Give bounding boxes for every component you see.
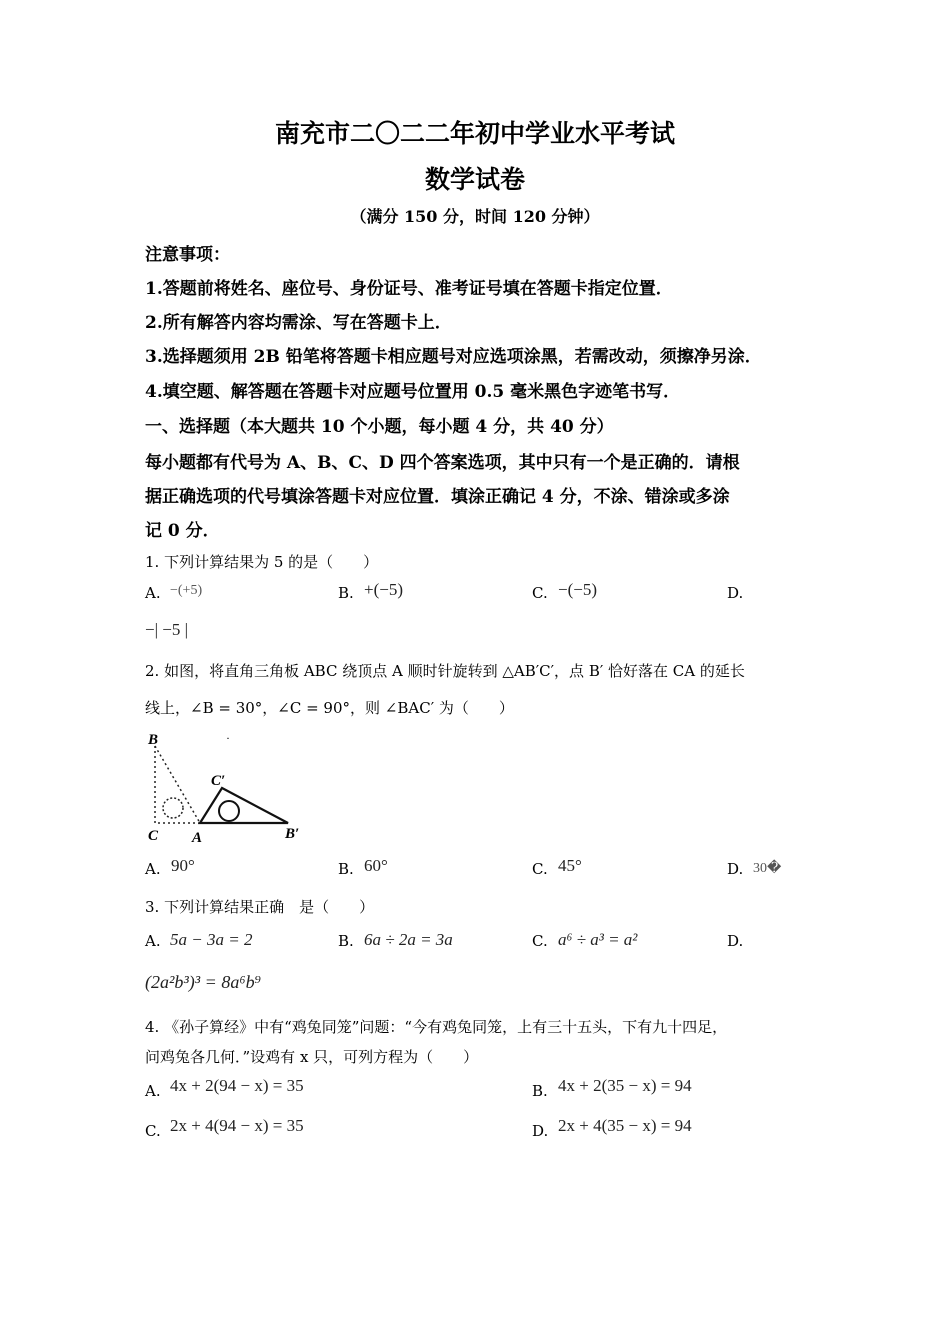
note-item: 1.答题前将姓名、座位号、身份证号、准考证号填在答题卡指定位置． — [145, 279, 673, 299]
q2-option-b-label: B. — [338, 860, 354, 878]
q3-option-c-label: C. — [532, 932, 548, 950]
label-b: B — [148, 732, 159, 748]
q4-option-c-label: C. — [145, 1122, 161, 1140]
q1-option-d-expr: −| −5 | — [145, 620, 188, 639]
q2-option-b-expr: 60° — [364, 856, 388, 875]
question-2-stem: 线上，∠B = 30°，∠C = 90°，则 ∠BAC′ 为（ ） — [145, 699, 514, 717]
label-a: A — [192, 830, 203, 846]
q4-option-b-label: B. — [532, 1082, 548, 1100]
question-1-stem: 1. 下列计算结果为 5 的是（ ） — [145, 553, 379, 571]
triangle-figure — [140, 728, 310, 848]
q1-option-a-expr: −(+5) — [170, 583, 203, 598]
q2-option-d-label: D. — [727, 860, 744, 878]
q4-option-a-expr: 4x + 2(94 − x) = 35 — [170, 1076, 304, 1095]
q4-option-b-expr: 4x + 2(35 − x) = 94 — [558, 1076, 692, 1095]
q1-option-b-label: B. — [338, 584, 354, 602]
exam-meta: （满分 150 分，时间 120 分钟） — [350, 207, 600, 226]
q4-option-c-expr: 2x + 4(94 − x) = 35 — [170, 1116, 304, 1135]
triangle-ab1c1 — [200, 788, 288, 823]
q3-option-d-expr: (2a²b³)³ = 8a⁶b⁹ — [145, 972, 261, 992]
notes-heading: 注意事项： — [145, 245, 230, 265]
q1-option-a-label: A. — [145, 584, 161, 602]
q3-option-a-label: A. — [145, 932, 161, 950]
question-3-stem: 3. 下列计算结果正确 是（ ） — [145, 898, 375, 916]
q3-option-b-label: B. — [338, 932, 354, 950]
q3-option-c-expr: a⁶ ÷ a³ = a² — [558, 930, 638, 949]
q1-option-c-expr: −(−5) — [558, 580, 597, 599]
section-instruction: 据正确选项的代号填涂答题卡对应位置．填涂正确记 4 分，不涂、错涂或多涂 — [145, 487, 730, 507]
q2-option-c-expr: 45° — [558, 856, 582, 875]
question-2-stem: 2. 如图，将直角三角板 ABC 绕顶点 A 顺时针旋转到 △AB′C′，点 B′ 恰好落在 CA 的延长 — [145, 662, 745, 680]
triangle-abc-hypotenuse — [155, 746, 200, 823]
q4-option-a-label: A. — [145, 1082, 161, 1100]
section-instruction: 每小题都有代号为 A、B、C、D 四个答案选项，其中只有一个是正确的．请根 — [145, 453, 740, 473]
stray-dot: · — [226, 731, 230, 745]
q1-option-c-label: C. — [532, 584, 548, 602]
q4-option-d-label: D. — [532, 1122, 549, 1140]
q4-option-d-expr: 2x + 4(35 − x) = 94 — [558, 1116, 692, 1135]
section-heading: 一、选择题（本大题共 10 个小题，每小题 4 分，共 40 分） — [145, 417, 614, 437]
exam-title: 南充市二〇二二年初中学业水平考试 — [274, 119, 675, 148]
q2-option-a-expr: 90° — [171, 856, 195, 875]
question-4-stem: 4. 《孙子算经》中有“鸡兔同笼”问题：“今有鸡兔同笼，上有三十五头，下有九十四足， — [145, 1018, 728, 1036]
paper-subtitle: 数学试卷 — [424, 165, 525, 194]
label-c: C — [148, 828, 159, 844]
q2-option-c-label: C. — [532, 860, 548, 878]
q2-option-d-expr: 30� — [753, 861, 782, 876]
question-4-stem: 问鸡兔各几何．”设鸡有 x 只，可列方程为（ ） — [145, 1048, 479, 1066]
label-b-prime: B′ — [285, 826, 300, 842]
note-item: 4.填空题、解答题在答题卡对应题号位置用 0.5 毫米黑色字迹笔书写． — [145, 382, 681, 402]
solid-circle — [219, 801, 239, 821]
q1-option-b-expr: +(−5) — [364, 580, 403, 599]
dotted-circle — [163, 798, 183, 818]
label-c-prime: C′ — [211, 773, 226, 789]
q1-option-d-label: D. — [727, 584, 744, 602]
section-instruction: 记 0 分． — [145, 521, 220, 541]
q2-option-a-label: A. — [145, 860, 161, 878]
note-item: 2.所有解答内容均需涂、写在答题卡上． — [145, 313, 452, 333]
q3-option-d-label: D. — [727, 932, 744, 950]
q3-option-b-expr: 6a ÷ 2a = 3a — [364, 930, 453, 949]
note-item: 3.选择题须用 2B 铅笔将答题卡相应题号对应选项涂黑，若需改动，须擦净另涂． — [145, 347, 762, 367]
q3-option-a-expr: 5a − 3a = 2 — [170, 930, 253, 949]
